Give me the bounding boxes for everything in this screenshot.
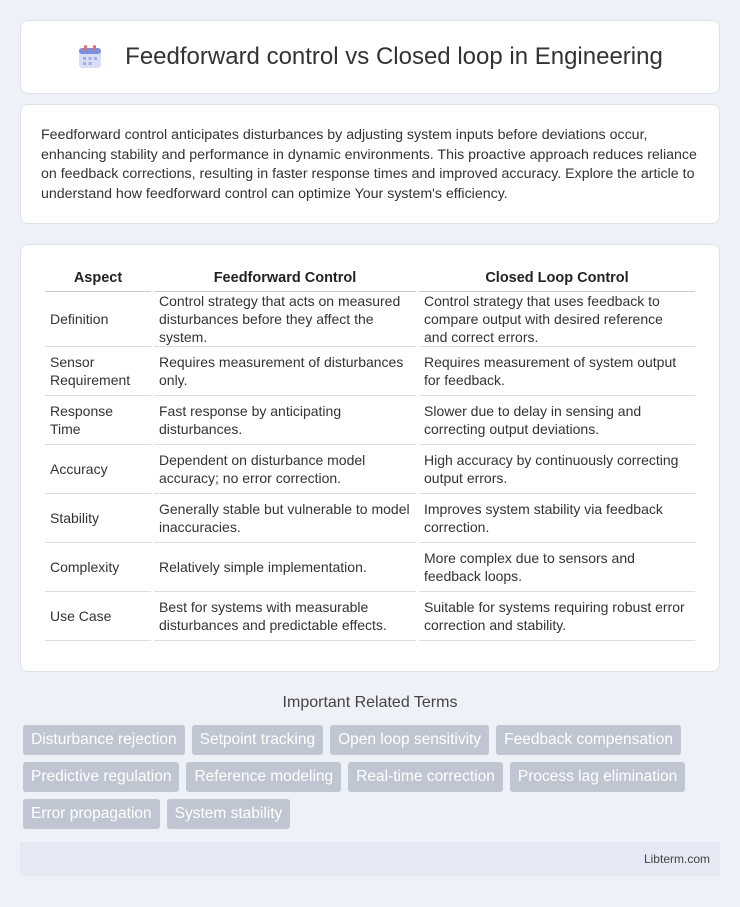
header-closed-loop: Closed Loop Control bbox=[419, 267, 695, 292]
title-card bbox=[20, 20, 720, 94]
cell-closed-loop: Improves system stability via feedback correction. bbox=[419, 494, 695, 543]
cell-feedforward: Requires measurement of disturbances only. bbox=[154, 347, 416, 396]
tag-real-time-correction[interactable]: Real-time correction bbox=[348, 762, 503, 792]
cell-aspect: Sensor Requirement bbox=[45, 347, 151, 396]
cell-closed-loop: High accuracy by continuously correcting output errors. bbox=[419, 445, 695, 494]
tag-disturbance-rejection[interactable]: Disturbance rejection bbox=[23, 725, 185, 755]
calendar-icon bbox=[77, 44, 103, 70]
header-feedforward: Feedforward Control bbox=[154, 267, 416, 292]
cell-aspect: Complexity bbox=[45, 543, 151, 592]
related-terms-list bbox=[20, 725, 720, 829]
cell-aspect: Definition bbox=[45, 292, 151, 347]
comparison-table bbox=[42, 267, 698, 641]
cell-feedforward: Control strategy that acts on measured disturbances before they affect the system. bbox=[154, 292, 416, 347]
cell-closed-loop: Suitable for systems requiring robust error correction and stability. bbox=[419, 592, 695, 641]
footer-brand-link[interactable]: Libterm.com bbox=[643, 852, 710, 866]
cell-aspect: Use Case bbox=[45, 592, 151, 641]
cell-aspect: Accuracy bbox=[45, 445, 151, 494]
table-row bbox=[45, 445, 695, 494]
cell-closed-loop: Requires measurement of system output for feedback. bbox=[419, 347, 695, 396]
header-aspect: Aspect bbox=[45, 267, 151, 292]
cell-feedforward: Relatively simple implementation. bbox=[154, 543, 416, 592]
table-header-row bbox=[45, 267, 695, 292]
intro-card bbox=[20, 104, 720, 224]
tag-error-propagation[interactable]: Error propagation bbox=[23, 799, 160, 829]
cell-closed-loop: More complex due to sensors and feedback loops. bbox=[419, 543, 695, 592]
tag-open-loop-sensitivity[interactable]: Open loop sensitivity bbox=[330, 725, 489, 755]
table-row bbox=[45, 347, 695, 396]
cell-feedforward: Generally stable but vulnerable to model inaccuracies. bbox=[154, 494, 416, 543]
tag-system-stability[interactable]: System stability bbox=[167, 799, 291, 829]
page-title: Feedforward control vs Closed loop in Engineering bbox=[125, 43, 663, 70]
cell-closed-loop: Slower due to delay in sensing and correcting output deviations. bbox=[419, 396, 695, 445]
tag-feedback-compensation[interactable]: Feedback compensation bbox=[496, 725, 681, 755]
cell-closed-loop: Control strategy that uses feedback to compare output with desired reference and correct errors. bbox=[419, 292, 695, 347]
table-row bbox=[45, 292, 695, 347]
cell-feedforward: Best for systems with measurable disturbances and predictable effects. bbox=[154, 592, 416, 641]
tag-setpoint-tracking[interactable]: Setpoint tracking bbox=[192, 725, 323, 755]
cell-feedforward: Dependent on disturbance model accuracy; no error correction. bbox=[154, 445, 416, 494]
table-row bbox=[45, 592, 695, 641]
cell-feedforward: Fast response by anticipating disturbances. bbox=[154, 396, 416, 445]
cell-aspect: Stability bbox=[45, 494, 151, 543]
tag-predictive-regulation[interactable]: Predictive regulation bbox=[23, 762, 179, 792]
comparison-card bbox=[20, 244, 720, 672]
tag-reference-modeling[interactable]: Reference modeling bbox=[186, 762, 341, 792]
cell-aspect: Response Time bbox=[45, 396, 151, 445]
table-row bbox=[45, 494, 695, 543]
table-row bbox=[45, 543, 695, 592]
footer bbox=[20, 842, 720, 876]
tag-process-lag-elimination[interactable]: Process lag elimination bbox=[510, 762, 685, 792]
table-row bbox=[45, 396, 695, 445]
intro-text: Feedforward control anticipates disturbances by adjusting system inputs before deviations occur, enhancing stability and performance in dynamic environments. This proactive approach reduces reliance on feedback corrections, resulting in faster response times and improved accuracy. Explore the article to understand how feedforward control can optimize Your system's efficiency. bbox=[41, 127, 697, 202]
related-terms-title: Important Related Terms bbox=[282, 694, 458, 711]
